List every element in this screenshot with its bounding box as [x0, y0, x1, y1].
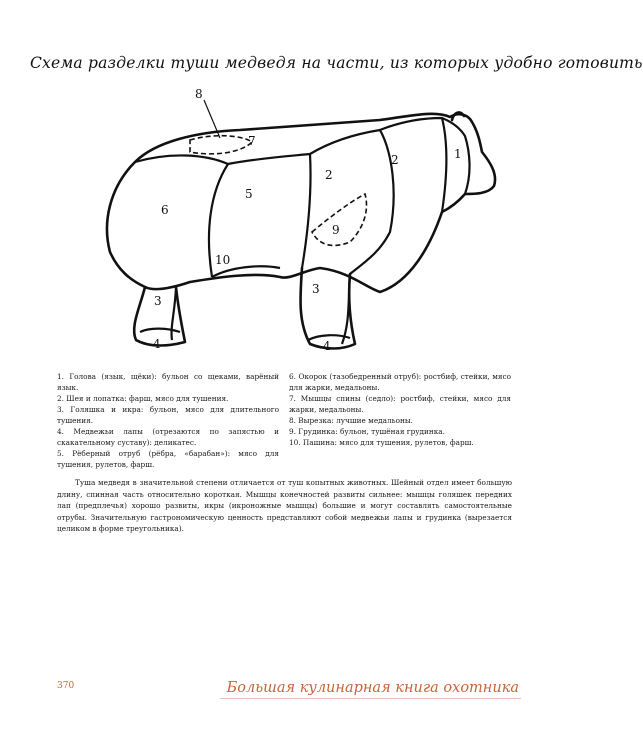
- label-4b: 4: [323, 339, 331, 353]
- legend-item-4: 4. Медвежьи лапы (отрезаются по запястью и скакательному суставу): деликатес.: [57, 427, 279, 447]
- label-10: 10: [215, 253, 231, 267]
- label-3a: 3: [154, 294, 162, 308]
- legend-item-10: 10. Пашина: мясо для тушения, рулетов, фарш.: [289, 438, 474, 447]
- legend-item-3: 3. Голяшка и икра: бульон, мясо для длительного тушения.: [57, 405, 279, 425]
- legend-item-2: 2. Шея и лопатка: фарш, мясо для тушения.: [57, 394, 229, 403]
- legend-item-1: 1. Голова (язык, щёки): бульон со щеками, варёный язык.: [57, 372, 279, 392]
- label-1: 1: [454, 147, 462, 161]
- footer-book-title: Большая кулинарная книга охотника: [226, 680, 519, 696]
- label-5: 5: [245, 187, 253, 201]
- bear-cut-diagram: [80, 82, 500, 364]
- legend-item-8: 8. Вырезка: лучшие медальоны.: [289, 416, 413, 425]
- label-2b: 2: [325, 168, 333, 182]
- footer-divider: [220, 698, 521, 699]
- label-4a: 4: [153, 337, 161, 351]
- label-8: 8: [195, 87, 203, 101]
- legend-right-column: [289, 371, 511, 448]
- legend-item-9: 9. Грудинка: бульон, тушёная грудинка.: [289, 427, 445, 436]
- bear-ear-outline: [452, 113, 464, 120]
- legend-left-column: [57, 371, 279, 470]
- legend-item-5: 5. Рёберный отруб (рёбра, «барабан»): мясо для тушения, рулетов, фарш.: [57, 449, 279, 469]
- label-7: 7: [248, 134, 256, 148]
- legend-item-7: 7. Мышцы спины (седло): ростбиф, стейки, мясо для жарки, медальоны.: [289, 394, 511, 414]
- label-3b: 3: [312, 282, 320, 296]
- page-number: 370: [57, 681, 75, 691]
- legend-item-6: 6. Окорок (тазобедренный отруб): ростбиф, стейки, мясо для жарки, медальоны.: [289, 372, 511, 392]
- page-title: Схема разделки туши медведя на части, из которых удобно готовить: [30, 54, 643, 72]
- label-6: 6: [161, 203, 169, 217]
- label-9: 9: [332, 223, 340, 237]
- label-2a: 2: [391, 153, 399, 167]
- body-paragraph: Туша медведя в значительной степени отличается от туш копытных животных. Шейный отдел имеет большую длину, спинная часть относительно короткая. Мышцы конечностей развиты сильнее: мышцы голяшек передних лап (предплечья) хорошо развиты, икры (икроножные мышцы) большие и могут составлять самостоятельные отрубы. Значительную гастрономическую ценность представляют собой медвежьи лапы и грудинка (вырезается целиком в форме треугольника).: [57, 478, 512, 534]
